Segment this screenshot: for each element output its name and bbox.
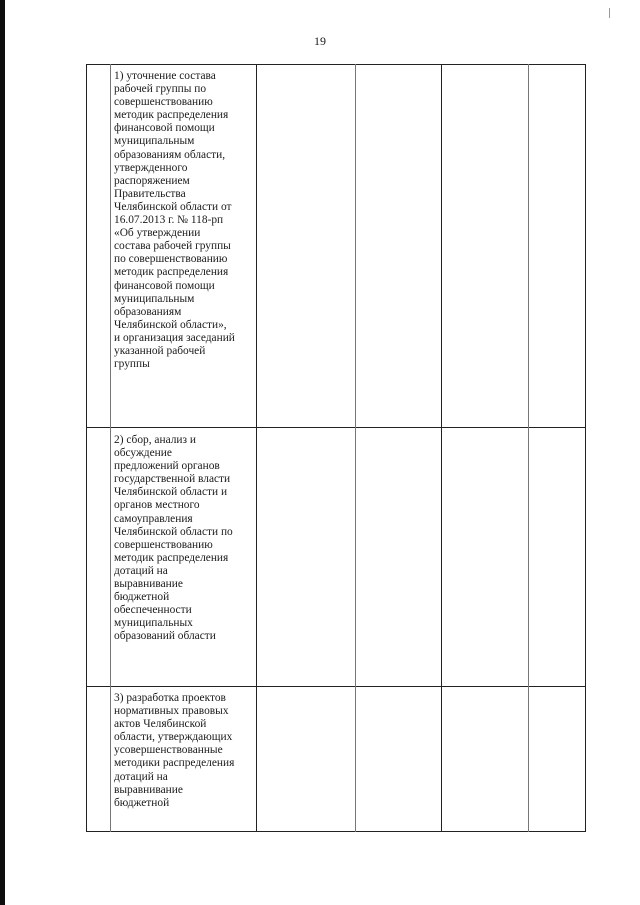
table-bottom-border — [86, 831, 586, 832]
column-border — [86, 64, 87, 832]
column-border — [585, 64, 586, 832]
column-border — [441, 64, 442, 832]
column-border — [355, 64, 356, 832]
page-number: 19 — [314, 34, 326, 48]
column-border — [110, 64, 111, 832]
table-row: 3) разработка проектов нормативных правовых актов Челябинской области, утверждающих усовершенствованные методики распределения дотаций на выравнивание бюджетной — [114, 692, 235, 809]
table-row: 2) сбор, анализ и обсуждение предложений органов государственной власти Челябинской области и органов местного самоуправления Челябинской области по совершенствованию методик распределения дотаций на выравнивание бюджетной обеспеченности муниципальных образований области — [114, 434, 233, 643]
column-border — [256, 64, 257, 832]
column-border — [528, 64, 529, 832]
row-divider — [86, 427, 586, 428]
table-row: 1) уточнение состава рабочей группы по совершенствованию методик распределения финансовой помощи муниципальным образованиям области, утвержденного распоряжением Правительства Челябинской области от 16.07.2013 г. № 118-рп «Об утверждении состава рабочей группы по совершенствованию методик распределения финансовой помощи муниципальным образованиям Челябинской области», и организация заседаний указанной рабочей группы — [114, 70, 235, 371]
row-divider — [86, 686, 586, 687]
scan-mark — [609, 8, 610, 18]
activity-table — [86, 64, 586, 832]
table-top-border — [86, 64, 586, 65]
scan-edge — [0, 0, 5, 905]
